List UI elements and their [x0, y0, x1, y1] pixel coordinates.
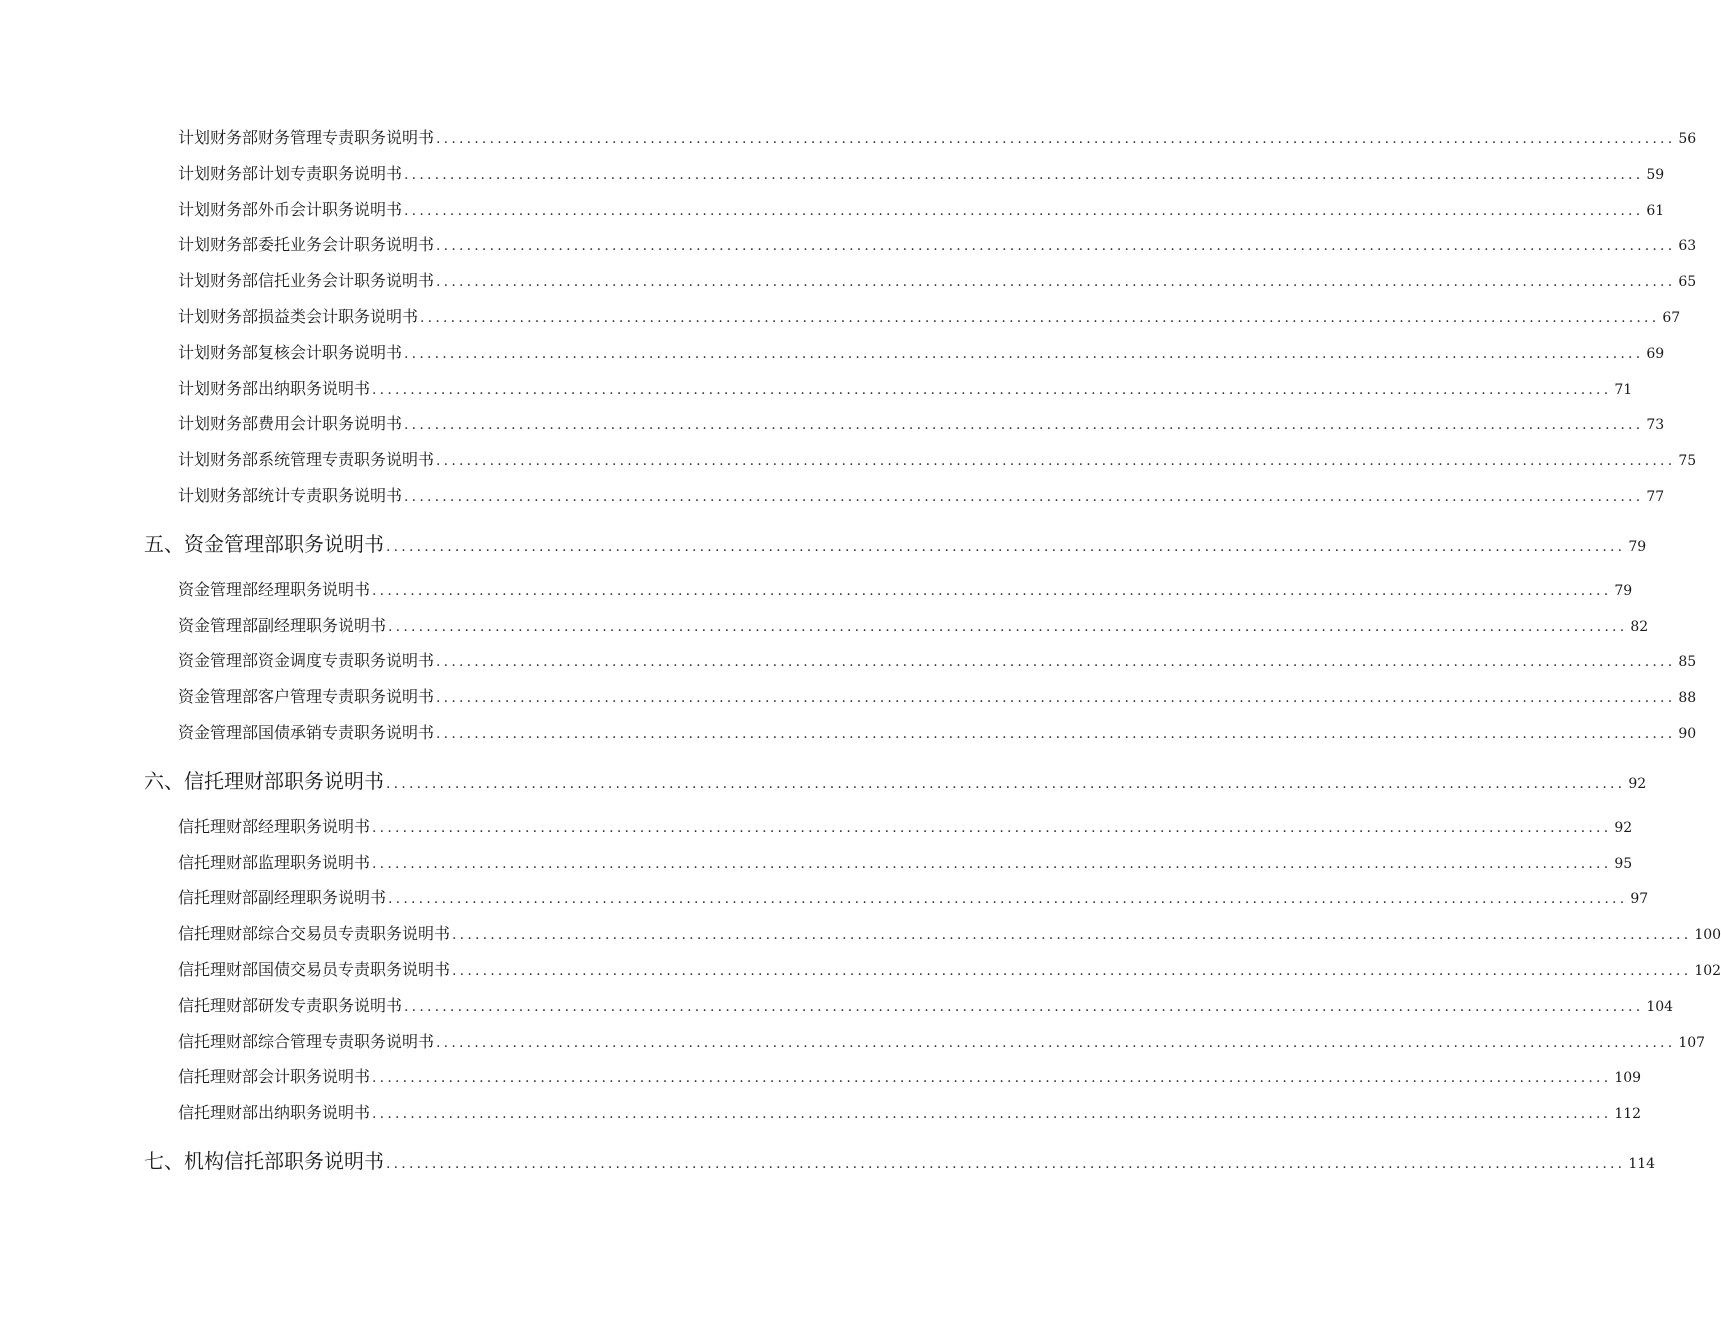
dot-leader: ..................................................................................................................................................................	[436, 238, 1676, 255]
entry-title: 信托理财部经理职务说明书	[178, 816, 371, 836]
toc-entry[interactable]	[178, 227, 1697, 263]
dot-leader: ..................................................................................................................................................................	[372, 1070, 1612, 1087]
entry-title: 信托理财部监理职务说明书	[178, 852, 371, 872]
toc-section-heading[interactable]	[144, 1137, 1656, 1185]
toc-entry[interactable]	[178, 880, 1649, 916]
entry-title: 计划财务部财务管理专责职务说明书	[178, 128, 435, 147]
dot-leader: ..................................................................................................................................................................	[436, 725, 1676, 742]
dot-leader: ..................................................................................................................................................................	[372, 819, 1612, 836]
dot-leader: ..................................................................................................................................................................	[404, 202, 1644, 219]
table-of-contents	[0, 120, 1721, 1189]
page-number: 95	[1614, 855, 1633, 872]
page-number: 109	[1614, 1070, 1642, 1087]
entry-title: 信托理财部副经理职务说明书	[178, 888, 387, 908]
toc-entry[interactable]	[178, 643, 1697, 679]
entry-title: 资金管理部资金调度专责职务说明书	[178, 651, 435, 671]
toc-entry[interactable]	[178, 442, 1697, 478]
entry-title: 计划财务部复核会计职务说明书	[178, 342, 403, 362]
page-number: 75	[1678, 453, 1697, 470]
page-number: 77	[1646, 488, 1665, 505]
toc-entry[interactable]	[178, 715, 1697, 751]
toc-entry[interactable]	[178, 1024, 1706, 1060]
page-number: 97	[1630, 891, 1649, 908]
page-number: 79	[1614, 582, 1633, 599]
dot-leader: ..................................................................................................................................................................	[452, 927, 1692, 944]
dot-leader: ..................................................................................................................................................................	[404, 417, 1644, 434]
entry-title: 计划财务部损益类会计职务说明书	[178, 306, 419, 326]
toc-entry[interactable]	[178, 263, 1697, 299]
page-number: 90	[1678, 725, 1697, 742]
dot-leader: ..................................................................................................................................................................	[386, 775, 1626, 792]
dot-leader: ..................................................................................................................................................................	[404, 166, 1644, 183]
dot-leader: ..................................................................................................................................................................	[386, 1155, 1626, 1172]
toc-entry[interactable]	[178, 679, 1697, 715]
toc-entry[interactable]	[178, 1095, 1642, 1131]
entry-title: 信托理财部研发专责职务说明书	[178, 995, 403, 1015]
toc-entry[interactable]	[178, 371, 1633, 407]
page-number: 63	[1678, 238, 1697, 255]
entry-title: 计划财务部费用会计职务说明书	[178, 414, 403, 434]
page-number: 69	[1646, 345, 1665, 362]
entry-title: 资金管理部国债承销专责职务说明书	[178, 722, 435, 742]
toc-section-heading[interactable]	[144, 757, 1647, 805]
page-number: 73	[1646, 417, 1665, 434]
page-number: 85	[1678, 654, 1697, 671]
entry-title: 计划财务部委托业务会计职务说明书	[178, 235, 435, 255]
page-number: 79	[1628, 538, 1647, 555]
page-number: 100	[1694, 927, 1721, 944]
page-number: 107	[1678, 1034, 1706, 1051]
page-number: 112	[1614, 1106, 1642, 1123]
toc-entry[interactable]	[178, 1059, 1642, 1095]
page-number: 88	[1678, 690, 1697, 707]
dot-leader: ..................................................................................................................................................................	[436, 453, 1676, 470]
toc-entry[interactable]	[178, 952, 1721, 988]
dot-leader: ..................................................................................................................................................................	[404, 345, 1644, 362]
dot-leader: ..................................................................................................................................................................	[404, 998, 1644, 1015]
entry-title: 信托理财部综合管理专责职务说明书	[178, 1031, 435, 1051]
page-number: 82	[1630, 618, 1649, 635]
entry-title: 六、信托理财部职务说明书	[144, 768, 384, 793]
dot-leader: ..................................................................................................................................................................	[404, 488, 1644, 505]
page-number: 65	[1678, 274, 1697, 291]
entry-title: 信托理财部国债交易员专责职务说明书	[178, 959, 451, 979]
entry-title: 计划财务部出纳职务说明书	[178, 378, 371, 398]
page-number: 102	[1694, 962, 1721, 979]
entry-title: 资金管理部客户管理专责职务说明书	[178, 687, 435, 707]
entry-title: 计划财务部外币会计职务说明书	[178, 199, 403, 219]
dot-leader: ..................................................................................................................................................................	[436, 1034, 1676, 1051]
page-number: 92	[1614, 819, 1633, 836]
dot-leader: ..................................................................................................................................................................	[372, 582, 1612, 599]
toc-entry[interactable]	[178, 192, 1665, 228]
entry-title: 七、机构信托部职务说明书	[144, 1148, 384, 1173]
dot-leader: ..................................................................................................................................................................	[372, 855, 1612, 872]
toc-entry[interactable]	[178, 809, 1633, 845]
dot-leader: ..................................................................................................................................................................	[420, 309, 1660, 326]
page-number: 104	[1646, 998, 1674, 1015]
entry-title: 计划财务部系统管理专责职务说明书	[178, 450, 435, 470]
dot-leader: ..................................................................................................................................................................	[386, 538, 1626, 555]
dot-leader: ..................................................................................................................................................................	[388, 618, 1628, 635]
page-number: 92	[1628, 775, 1647, 792]
entry-title: 资金管理部经理职务说明书	[178, 579, 371, 599]
entry-title: 信托理财部综合交易员专责职务说明书	[178, 924, 451, 944]
entry-title: 信托理财部会计职务说明书	[178, 1067, 371, 1087]
page-number: 114	[1628, 1155, 1656, 1172]
entry-title: 计划财务部统计专责职务说明书	[178, 485, 403, 505]
toc-entry[interactable]	[178, 335, 1665, 371]
toc-entry[interactable]	[178, 406, 1665, 442]
page-number: 56	[1678, 131, 1697, 147]
toc-entry[interactable]	[178, 916, 1721, 952]
dot-leader: ..................................................................................................................................................................	[452, 962, 1692, 979]
toc-entry[interactable]	[178, 299, 1681, 335]
toc-section-heading[interactable]	[144, 520, 1647, 568]
page-number: 59	[1646, 166, 1665, 183]
entry-title: 计划财务部信托业务会计职务说明书	[178, 271, 435, 291]
toc-entry[interactable]	[178, 572, 1633, 608]
dot-leader: ..................................................................................................................................................................	[388, 891, 1628, 908]
toc-entry[interactable]	[178, 988, 1674, 1024]
entry-title: 计划财务部计划专责职务说明书	[178, 163, 403, 183]
page-number: 71	[1614, 381, 1633, 398]
page-number: 61	[1646, 202, 1665, 219]
dot-leader: ..................................................................................................................................................................	[436, 274, 1676, 291]
toc-entry[interactable]	[178, 156, 1665, 192]
page-number: 67	[1662, 309, 1681, 326]
dot-leader: ..................................................................................................................................................................	[372, 381, 1612, 398]
dot-leader: ..................................................................................................................................................................	[436, 690, 1676, 707]
entry-title: 信托理财部出纳职务说明书	[178, 1103, 371, 1123]
toc-entry[interactable]	[178, 120, 1697, 156]
dot-leader: ..................................................................................................................................................................	[436, 654, 1676, 671]
dot-leader: ..................................................................................................................................................................	[372, 1106, 1612, 1123]
entry-title: 资金管理部副经理职务说明书	[178, 615, 387, 635]
toc-entry[interactable]	[178, 608, 1649, 644]
toc-entry[interactable]	[178, 845, 1633, 881]
dot-leader: ..................................................................................................................................................................	[436, 131, 1676, 147]
entry-title: 五、资金管理部职务说明书	[144, 531, 384, 556]
toc-entry[interactable]	[178, 478, 1665, 514]
